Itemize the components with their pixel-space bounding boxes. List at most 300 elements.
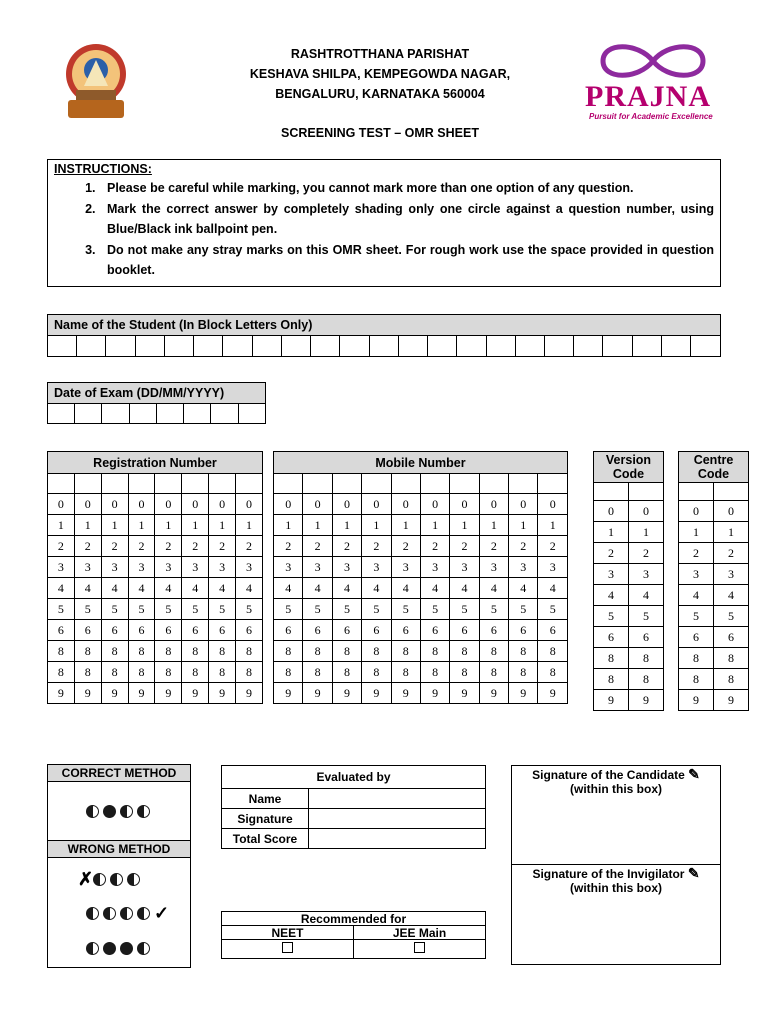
registration-bubble[interactable]: 5: [74, 599, 101, 620]
centre-bubble[interactable]: 0: [679, 501, 714, 522]
mobile-bubble[interactable]: 3: [332, 557, 361, 578]
mobile-bubble[interactable]: 8: [450, 662, 479, 683]
mobile-bubble[interactable]: 8: [362, 662, 391, 683]
mobile-bubble[interactable]: 4: [332, 578, 361, 599]
name-letter-box[interactable]: [603, 336, 632, 357]
mobile-bubble[interactable]: 8: [420, 662, 449, 683]
registration-bubble[interactable]: 0: [236, 494, 263, 515]
registration-bubble[interactable]: 4: [209, 578, 236, 599]
mobile-bubble[interactable]: 9: [332, 683, 361, 704]
mobile-bubble[interactable]: 1: [509, 515, 538, 536]
mobile-bubble[interactable]: 0: [303, 494, 332, 515]
correct-method-label: CORRECT METHOD: [48, 765, 190, 782]
registration-bubble[interactable]: 9: [182, 683, 209, 704]
mobile-entry-box[interactable]: [274, 474, 303, 494]
registration-bubble[interactable]: 4: [128, 578, 155, 599]
version-bubble[interactable]: 9: [594, 690, 629, 711]
mobile-bubble[interactable]: 2: [303, 536, 332, 557]
mobile-bubble[interactable]: 2: [450, 536, 479, 557]
name-letter-box[interactable]: [194, 336, 223, 357]
registration-bubble[interactable]: 3: [209, 557, 236, 578]
version-bubble[interactable]: 4: [628, 585, 663, 606]
mobile-bubble[interactable]: 4: [303, 578, 332, 599]
registration-bubble[interactable]: 3: [101, 557, 128, 578]
mobile-bubble[interactable]: 6: [450, 620, 479, 641]
version-bubble[interactable]: 8: [594, 648, 629, 669]
registration-bubble[interactable]: 5: [209, 599, 236, 620]
mobile-bubble[interactable]: 6: [509, 620, 538, 641]
mobile-bubble[interactable]: 1: [362, 515, 391, 536]
centre-bubble[interactable]: 1: [679, 522, 714, 543]
version-bubble[interactable]: 6: [594, 627, 629, 648]
name-letter-box[interactable]: [544, 336, 573, 357]
version-bubble[interactable]: 8: [628, 648, 663, 669]
mobile-bubble[interactable]: 8: [509, 662, 538, 683]
mobile-bubble[interactable]: 6: [362, 620, 391, 641]
registration-bubble[interactable]: 5: [236, 599, 263, 620]
candidate-signature-box[interactable]: [511, 765, 721, 865]
mobile-bubble[interactable]: 0: [274, 494, 303, 515]
centre-bubble[interactable]: 8: [714, 669, 749, 690]
version-code-grid: [593, 451, 664, 711]
partial-bubble-icon: [120, 907, 133, 920]
registration-entry-box[interactable]: [128, 474, 155, 494]
mobile-bubble[interactable]: 3: [274, 557, 303, 578]
name-letter-box[interactable]: [281, 336, 310, 357]
registration-bubble[interactable]: 8: [74, 641, 101, 662]
centre-bubble[interactable]: 0: [714, 501, 749, 522]
mobile-entry-box[interactable]: [450, 474, 479, 494]
mobile-bubble[interactable]: 2: [420, 536, 449, 557]
version-bubble[interactable]: 0: [594, 501, 629, 522]
version-entry-box[interactable]: [594, 483, 629, 501]
evaluator-name-field[interactable]: [309, 789, 486, 809]
registration-bubble[interactable]: 4: [74, 578, 101, 599]
version-bubble[interactable]: 2: [628, 543, 663, 564]
mobile-bubble[interactable]: 5: [332, 599, 361, 620]
registration-bubble[interactable]: 9: [74, 683, 101, 704]
registration-entry-box[interactable]: [236, 474, 263, 494]
jee-main-checkbox[interactable]: [414, 942, 425, 953]
registration-bubble[interactable]: 2: [236, 536, 263, 557]
mobile-bubble[interactable]: 2: [332, 536, 361, 557]
date-digit-box[interactable]: [211, 404, 238, 424]
registration-bubble[interactable]: 2: [182, 536, 209, 557]
centre-bubble[interactable]: 8: [679, 648, 714, 669]
mobile-entry-box[interactable]: [479, 474, 508, 494]
mobile-bubble[interactable]: 8: [479, 641, 508, 662]
mobile-bubble[interactable]: 2: [509, 536, 538, 557]
partial-bubble-icon: [86, 907, 99, 920]
org-address-line1: KESHAVA SHILPA, KEMPEGOWDA NAGAR,: [249, 67, 511, 81]
mobile-bubble[interactable]: 8: [391, 662, 420, 683]
centre-bubble[interactable]: 2: [714, 543, 749, 564]
registration-entry-box[interactable]: [101, 474, 128, 494]
registration-bubble[interactable]: 6: [209, 620, 236, 641]
registration-bubble[interactable]: 3: [128, 557, 155, 578]
name-letter-box[interactable]: [515, 336, 544, 357]
mobile-bubble[interactable]: 9: [450, 683, 479, 704]
mobile-bubble[interactable]: 6: [420, 620, 449, 641]
registration-bubble[interactable]: 8: [182, 641, 209, 662]
registration-bubble[interactable]: 8: [155, 641, 182, 662]
mobile-bubble[interactable]: 3: [450, 557, 479, 578]
mobile-entry-box[interactable]: [420, 474, 449, 494]
registration-bubble[interactable]: 8: [128, 641, 155, 662]
mobile-bubble[interactable]: 4: [479, 578, 508, 599]
centre-entry-box[interactable]: [714, 483, 749, 501]
name-letter-box[interactable]: [398, 336, 427, 357]
centre-bubble[interactable]: 9: [679, 690, 714, 711]
mobile-bubble[interactable]: 6: [274, 620, 303, 641]
mobile-entry-box[interactable]: [362, 474, 391, 494]
registration-bubble[interactable]: 4: [48, 578, 75, 599]
registration-bubble[interactable]: 2: [128, 536, 155, 557]
mobile-bubble[interactable]: 9: [303, 683, 332, 704]
registration-bubble[interactable]: 0: [209, 494, 236, 515]
mobile-bubble[interactable]: 0: [450, 494, 479, 515]
registration-bubble[interactable]: 9: [48, 683, 75, 704]
name-letter-box[interactable]: [340, 336, 369, 357]
mobile-bubble[interactable]: 4: [538, 578, 568, 599]
version-bubble[interactable]: 8: [594, 669, 629, 690]
registration-bubble[interactable]: 1: [48, 515, 75, 536]
registration-bubble[interactable]: 2: [101, 536, 128, 557]
invigilator-signature-box[interactable]: [511, 864, 721, 965]
mobile-bubble[interactable]: 1: [274, 515, 303, 536]
mobile-bubble[interactable]: 8: [479, 662, 508, 683]
mobile-bubble[interactable]: 6: [538, 620, 568, 641]
mobile-bubble[interactable]: 5: [274, 599, 303, 620]
mobile-bubble[interactable]: 0: [332, 494, 361, 515]
registration-bubble[interactable]: 6: [236, 620, 263, 641]
registration-bubble[interactable]: 0: [101, 494, 128, 515]
registration-bubble[interactable]: 9: [128, 683, 155, 704]
name-letter-box[interactable]: [164, 336, 193, 357]
registration-bubble[interactable]: 4: [155, 578, 182, 599]
mobile-bubble[interactable]: 8: [538, 641, 568, 662]
registration-bubble[interactable]: 5: [48, 599, 75, 620]
mobile-entry-box[interactable]: [509, 474, 538, 494]
mobile-bubble[interactable]: 0: [362, 494, 391, 515]
registration-entry-box[interactable]: [155, 474, 182, 494]
name-letter-box[interactable]: [486, 336, 515, 357]
centre-bubble[interactable]: 1: [714, 522, 749, 543]
name-letter-box[interactable]: [311, 336, 340, 357]
recommended-for-title: Recommended for: [222, 912, 486, 926]
mobile-bubble[interactable]: 4: [509, 578, 538, 599]
mobile-bubble[interactable]: 1: [538, 515, 568, 536]
mobile-bubble[interactable]: 1: [332, 515, 361, 536]
registration-bubble[interactable]: 4: [101, 578, 128, 599]
registration-bubble[interactable]: 8: [101, 641, 128, 662]
version-bubble[interactable]: 5: [594, 606, 629, 627]
mobile-bubble[interactable]: 9: [538, 683, 568, 704]
mobile-bubble[interactable]: 8: [362, 641, 391, 662]
registration-bubble[interactable]: 1: [236, 515, 263, 536]
date-digit-box[interactable]: [156, 404, 183, 424]
registration-bubble[interactable]: 1: [209, 515, 236, 536]
centre-bubble[interactable]: 8: [714, 648, 749, 669]
registration-bubble[interactable]: 9: [101, 683, 128, 704]
mobile-entry-box[interactable]: [538, 474, 568, 494]
centre-bubble[interactable]: 4: [679, 585, 714, 606]
registration-bubble[interactable]: 3: [236, 557, 263, 578]
centre-bubble[interactable]: 5: [714, 606, 749, 627]
mobile-bubble[interactable]: 8: [450, 641, 479, 662]
recommended-for-table: [221, 911, 486, 959]
mobile-bubble[interactable]: 5: [362, 599, 391, 620]
mobile-bubble[interactable]: 2: [362, 536, 391, 557]
registration-bubble[interactable]: 6: [48, 620, 75, 641]
registration-bubble[interactable]: 8: [74, 662, 101, 683]
registration-bubble[interactable]: 8: [209, 641, 236, 662]
registration-bubble[interactable]: 3: [155, 557, 182, 578]
prajna-logo-name: PRAJNA: [585, 80, 711, 113]
mobile-bubble[interactable]: 5: [391, 599, 420, 620]
name-letter-box[interactable]: [77, 336, 106, 357]
date-digit-box[interactable]: [48, 404, 75, 424]
mobile-bubble[interactable]: 3: [479, 557, 508, 578]
date-digit-box[interactable]: [75, 404, 102, 424]
centre-bubble[interactable]: 4: [714, 585, 749, 606]
mobile-bubble[interactable]: 6: [303, 620, 332, 641]
registration-bubble[interactable]: 5: [101, 599, 128, 620]
mobile-bubble[interactable]: 3: [303, 557, 332, 578]
mobile-bubble[interactable]: 8: [332, 641, 361, 662]
instruction-item: 2. Mark the correct answer by completely shading only one circle against a question number, using Blue/Black ink ballpoint pen.: [99, 199, 714, 240]
registration-entry-box[interactable]: [74, 474, 101, 494]
mobile-bubble[interactable]: 5: [509, 599, 538, 620]
registration-bubble[interactable]: 1: [182, 515, 209, 536]
mobile-bubble[interactable]: 1: [303, 515, 332, 536]
centre-bubble[interactable]: 3: [679, 564, 714, 585]
registration-bubble[interactable]: 2: [155, 536, 182, 557]
mobile-bubble[interactable]: 9: [479, 683, 508, 704]
version-bubble[interactable]: 2: [594, 543, 629, 564]
centre-entry-box[interactable]: [679, 483, 714, 501]
name-letter-box[interactable]: [369, 336, 398, 357]
registration-bubble[interactable]: 8: [128, 662, 155, 683]
mobile-bubble[interactable]: 1: [391, 515, 420, 536]
name-letter-box[interactable]: [457, 336, 486, 357]
registration-bubble[interactable]: 8: [209, 662, 236, 683]
mobile-bubble[interactable]: 2: [479, 536, 508, 557]
mobile-bubble[interactable]: 5: [479, 599, 508, 620]
registration-bubble[interactable]: 5: [155, 599, 182, 620]
invigilator-signature-label: Signature of the Invigilator ✎ (within this box): [532, 865, 700, 895]
centre-bubble[interactable]: 6: [679, 627, 714, 648]
mobile-bubble[interactable]: 0: [538, 494, 568, 515]
registration-bubble[interactable]: 8: [182, 662, 209, 683]
name-letter-box[interactable]: [428, 336, 457, 357]
registration-bubble[interactable]: 4: [236, 578, 263, 599]
mobile-bubble[interactable]: 8: [332, 662, 361, 683]
mobile-bubble[interactable]: 1: [420, 515, 449, 536]
mobile-bubble[interactable]: 8: [509, 641, 538, 662]
registration-bubble[interactable]: 1: [128, 515, 155, 536]
registration-bubble[interactable]: 8: [236, 662, 263, 683]
mobile-bubble[interactable]: 5: [538, 599, 568, 620]
mobile-bubble[interactable]: 9: [391, 683, 420, 704]
registration-bubble[interactable]: 1: [155, 515, 182, 536]
mobile-bubble[interactable]: 1: [450, 515, 479, 536]
version-bubble[interactable]: 5: [628, 606, 663, 627]
registration-bubble[interactable]: 1: [74, 515, 101, 536]
mobile-entry-box[interactable]: [303, 474, 332, 494]
mobile-bubble[interactable]: 3: [420, 557, 449, 578]
mobile-bubble[interactable]: 6: [391, 620, 420, 641]
date-digit-box[interactable]: [238, 404, 265, 424]
mobile-bubble[interactable]: 8: [303, 641, 332, 662]
mobile-bubble[interactable]: 0: [479, 494, 508, 515]
registration-bubble[interactable]: 0: [128, 494, 155, 515]
registration-entry-box[interactable]: [209, 474, 236, 494]
registration-bubble[interactable]: 0: [74, 494, 101, 515]
name-letter-box[interactable]: [252, 336, 281, 357]
centre-bubble[interactable]: 3: [714, 564, 749, 585]
mobile-bubble[interactable]: 8: [303, 662, 332, 683]
registration-bubble[interactable]: 8: [236, 641, 263, 662]
registration-bubble[interactable]: 5: [128, 599, 155, 620]
mobile-bubble[interactable]: 9: [362, 683, 391, 704]
registration-bubble[interactable]: 8: [48, 641, 75, 662]
neet-checkbox[interactable]: [282, 942, 293, 953]
registration-bubble[interactable]: 8: [155, 662, 182, 683]
date-digit-box[interactable]: [129, 404, 156, 424]
student-name-table: [47, 314, 721, 357]
mobile-bubble[interactable]: 2: [391, 536, 420, 557]
mobile-bubble[interactable]: 3: [509, 557, 538, 578]
mobile-bubble[interactable]: 3: [538, 557, 568, 578]
registration-bubble[interactable]: 4: [182, 578, 209, 599]
registration-bubble[interactable]: 8: [101, 662, 128, 683]
name-letter-box[interactable]: [691, 336, 721, 357]
registration-bubble[interactable]: 9: [155, 683, 182, 704]
mobile-bubble[interactable]: 2: [274, 536, 303, 557]
name-letter-box[interactable]: [48, 336, 77, 357]
registration-bubble[interactable]: 6: [128, 620, 155, 641]
date-digit-box[interactable]: [184, 404, 211, 424]
name-letter-box[interactable]: [135, 336, 164, 357]
instructions-box: [47, 159, 721, 287]
mobile-bubble[interactable]: 4: [391, 578, 420, 599]
registration-bubble[interactable]: 0: [155, 494, 182, 515]
centre-bubble[interactable]: 9: [714, 690, 749, 711]
version-bubble[interactable]: 9: [628, 690, 663, 711]
date-digit-box[interactable]: [102, 404, 129, 424]
mobile-bubble[interactable]: 9: [420, 683, 449, 704]
version-bubble[interactable]: 3: [628, 564, 663, 585]
registration-bubble[interactable]: 6: [101, 620, 128, 641]
version-bubble[interactable]: 8: [628, 669, 663, 690]
pen-icon: ✎: [688, 766, 700, 782]
name-letter-box[interactable]: [106, 336, 135, 357]
registration-bubble[interactable]: 2: [74, 536, 101, 557]
mobile-bubble[interactable]: 1: [479, 515, 508, 536]
registration-bubble[interactable]: 6: [182, 620, 209, 641]
mobile-bubble[interactable]: 6: [332, 620, 361, 641]
registration-bubble[interactable]: 9: [236, 683, 263, 704]
centre-bubble[interactable]: 2: [679, 543, 714, 564]
partial-bubble-icon: [137, 942, 150, 955]
registration-bubble[interactable]: 0: [48, 494, 75, 515]
centre-label-line2: Code: [697, 467, 730, 481]
name-letter-box[interactable]: [223, 336, 252, 357]
registration-bubble[interactable]: 8: [48, 662, 75, 683]
version-bubble[interactable]: 1: [594, 522, 629, 543]
mobile-bubble[interactable]: 4: [274, 578, 303, 599]
tick-mark-icon: ✓: [154, 903, 170, 923]
total-score-field[interactable]: [309, 829, 486, 849]
registration-bubble[interactable]: 3: [48, 557, 75, 578]
mobile-bubble[interactable]: 5: [303, 599, 332, 620]
mobile-bubble[interactable]: 8: [538, 662, 568, 683]
registration-bubble[interactable]: 2: [209, 536, 236, 557]
mobile-bubble[interactable]: 4: [362, 578, 391, 599]
name-letter-box[interactable]: [574, 336, 603, 357]
mobile-bubble[interactable]: 5: [420, 599, 449, 620]
registration-bubble[interactable]: 9: [209, 683, 236, 704]
name-letter-box[interactable]: [632, 336, 661, 357]
mobile-bubble[interactable]: 8: [420, 641, 449, 662]
registration-entry-box[interactable]: [48, 474, 75, 494]
version-bubble[interactable]: 4: [594, 585, 629, 606]
registration-bubble[interactable]: 3: [74, 557, 101, 578]
mobile-bubble[interactable]: 4: [450, 578, 479, 599]
registration-bubble[interactable]: 2: [48, 536, 75, 557]
version-bubble[interactable]: 1: [628, 522, 663, 543]
centre-bubble[interactable]: 5: [679, 606, 714, 627]
centre-bubble[interactable]: 6: [714, 627, 749, 648]
mobile-bubble[interactable]: 3: [391, 557, 420, 578]
mobile-bubble[interactable]: 8: [274, 641, 303, 662]
name-letter-box[interactable]: [661, 336, 690, 357]
version-bubble[interactable]: 6: [628, 627, 663, 648]
mobile-bubble[interactable]: 4: [420, 578, 449, 599]
registration-bubble[interactable]: 1: [101, 515, 128, 536]
mobile-bubble[interactable]: 5: [450, 599, 479, 620]
evaluator-signature-field[interactable]: [309, 809, 486, 829]
mobile-entry-box[interactable]: [391, 474, 420, 494]
version-code-label: [594, 452, 664, 483]
mobile-bubble[interactable]: 6: [479, 620, 508, 641]
mobile-entry-box[interactable]: [332, 474, 361, 494]
mobile-bubble[interactable]: 8: [274, 662, 303, 683]
mobile-bubble[interactable]: 2: [538, 536, 568, 557]
partial-bubble-icon: [86, 942, 99, 955]
version-bubble[interactable]: 3: [594, 564, 629, 585]
registration-bubble[interactable]: 6: [74, 620, 101, 641]
registration-bubble[interactable]: 6: [155, 620, 182, 641]
mobile-bubble[interactable]: 9: [274, 683, 303, 704]
mobile-bubble[interactable]: 3: [362, 557, 391, 578]
evaluated-by-title: Evaluated by: [222, 766, 486, 789]
registration-bubble[interactable]: 0: [182, 494, 209, 515]
registration-bubble[interactable]: 5: [182, 599, 209, 620]
mobile-bubble[interactable]: 0: [420, 494, 449, 515]
registration-bubble[interactable]: 3: [182, 557, 209, 578]
mobile-bubble[interactable]: 0: [391, 494, 420, 515]
mobile-bubble[interactable]: 8: [391, 641, 420, 662]
version-bubble[interactable]: 0: [628, 501, 663, 522]
partial-bubble-icon: [103, 907, 116, 920]
version-entry-box[interactable]: [628, 483, 663, 501]
centre-bubble[interactable]: 8: [679, 669, 714, 690]
mobile-bubble[interactable]: 0: [509, 494, 538, 515]
registration-entry-box[interactable]: [182, 474, 209, 494]
mobile-bubble[interactable]: 9: [509, 683, 538, 704]
